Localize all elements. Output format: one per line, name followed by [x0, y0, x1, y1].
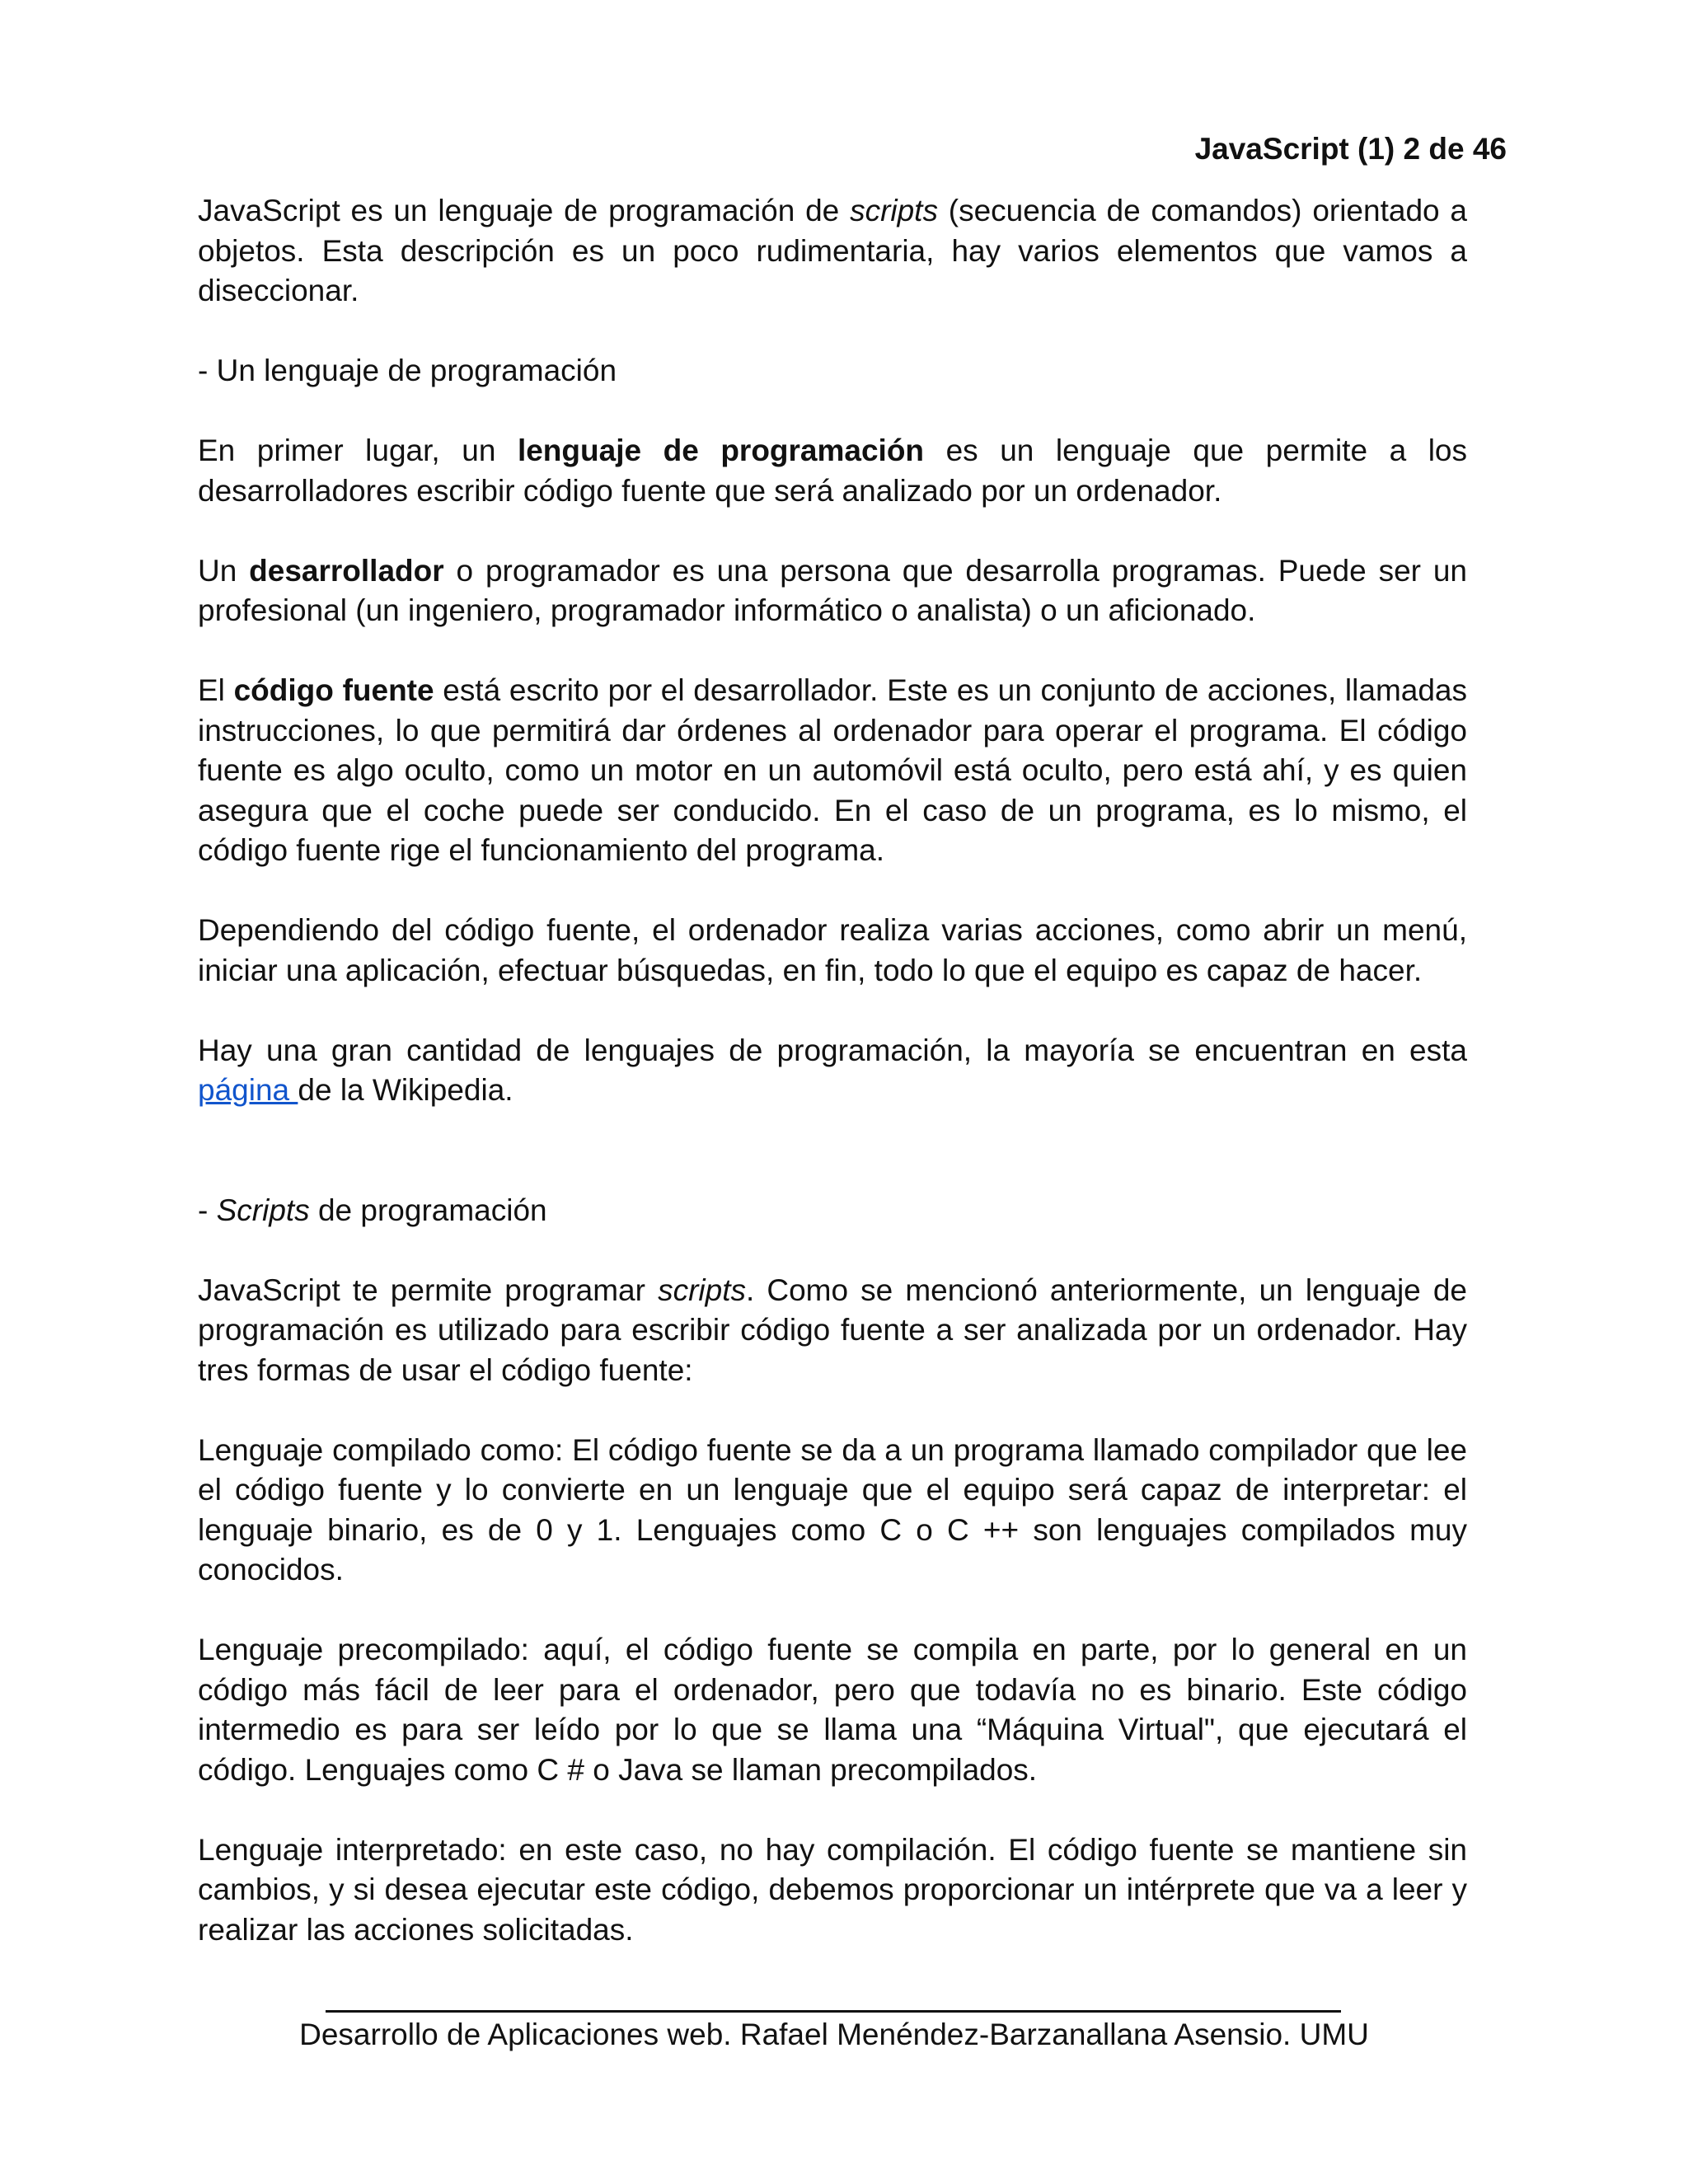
intro-paragraph: JavaScript es un lenguaje de programación de scripts (secuencia de comandos) orientado a objetos. Esta descripción es un poco rudimentaria, hay varios elementos que vamos a diseccionar. [198, 194, 1467, 307]
emphasis-scripts: scripts [850, 194, 938, 227]
paragraph-scripts-intro: JavaScript te permite programar scripts. Como se mencionó anteriormente, un lenguaje de programación es utilizado para escribir código fuente a ser analizada por un ordenador. Hay tres formas de usar el código fuente: [198, 1272, 1467, 1387]
section-heading-scripts: - Scripts de programación [198, 1193, 547, 1227]
paragraph-codigo-fuente: El código fuente está escrito por el desarrollador. Este es un conjunto de acciones, llamadas instrucciones, lo que permitirá dar órdenes al ordenador para operar el programa. El código fuente es algo oculto, como un motor en un automóvil está oculto, pero está ahí, y es quien asegura que el coche puede ser conducido. En el caso de un programa, es lo mismo, el código fuente rige el funcionamiento del programa. [198, 673, 1467, 867]
bold-term: desarrollador [249, 553, 444, 588]
document-body [198, 191, 1467, 1990]
bold-term: lenguaje de programación [517, 434, 925, 467]
paragraph-lenguaje-precompilado: Lenguaje precompilado: aquí, el código fuente se compila en parte, por lo general en un código más fácil de leer para el ordenador, pero que todavía no es binario. Este código intermedio es para ser leído por lo que se llama una “Máquina Virtual", que ejecutará el código. Lenguajes como C # o Java se llaman precompilados. [198, 1633, 1467, 1787]
paragraph-acciones: Dependiendo del código fuente, el ordenador realiza varias acciones, como abrir un menú, iniciar una aplicación, efectuar búsquedas, en fin, todo lo que el equipo es capaz de hacer. [198, 913, 1467, 987]
paragraph-lenguaje-compilado: Lenguaje compilado como: El código fuente se da a un programa llamado compilador que lee el código fuente y lo convierte en un lenguaje que el equipo será capaz de interpretar: el lenguaje binario, es de 0 y 1. Lenguajes como C o C ++ son lenguajes compilados muy conocidos. [198, 1432, 1467, 1586]
section-heading-lenguaje: - Un lenguaje de programación [198, 354, 617, 387]
page-footer: Desarrollo de Aplicaciones web. Rafael Menéndez-Barzanallana Asensio. UMU [299, 2018, 1369, 2051]
paragraph-lenguaje-interpretado: Lenguaje interpretado: en este caso, no hay compilación. El código fuente se mantiene sin cambios, y si desea ejecutar este código, debemos proporcionar un intérprete que va a leer y realizar las acciones solicitadas. [198, 1832, 1467, 1947]
paragraph-desarrollador: Un desarrollador o programador es una persona que desarrolla programas. Puede ser un profesional (un ingeniero, programador informático o analista) o un aficionado. [198, 553, 1467, 627]
paragraph-lenguaje-programacion: En primer lugar, un lenguaje de programación es un lenguaje que permite a los desarrolladores escribir código fuente que será analizado por un ordenador. [198, 434, 1467, 508]
footer-divider [326, 2010, 1341, 2013]
page-header: JavaScript (1) 2 de 46 [1194, 132, 1507, 166]
emphasis-scripts: scripts [658, 1272, 746, 1307]
paragraph-wikipedia: Hay una gran cantidad de lenguajes de programación, la mayoría se encuentran en esta página de la Wikipedia. [198, 1033, 1467, 1107]
bold-term: código fuente [233, 673, 434, 707]
wikipedia-link[interactable]: página [198, 1073, 298, 1107]
